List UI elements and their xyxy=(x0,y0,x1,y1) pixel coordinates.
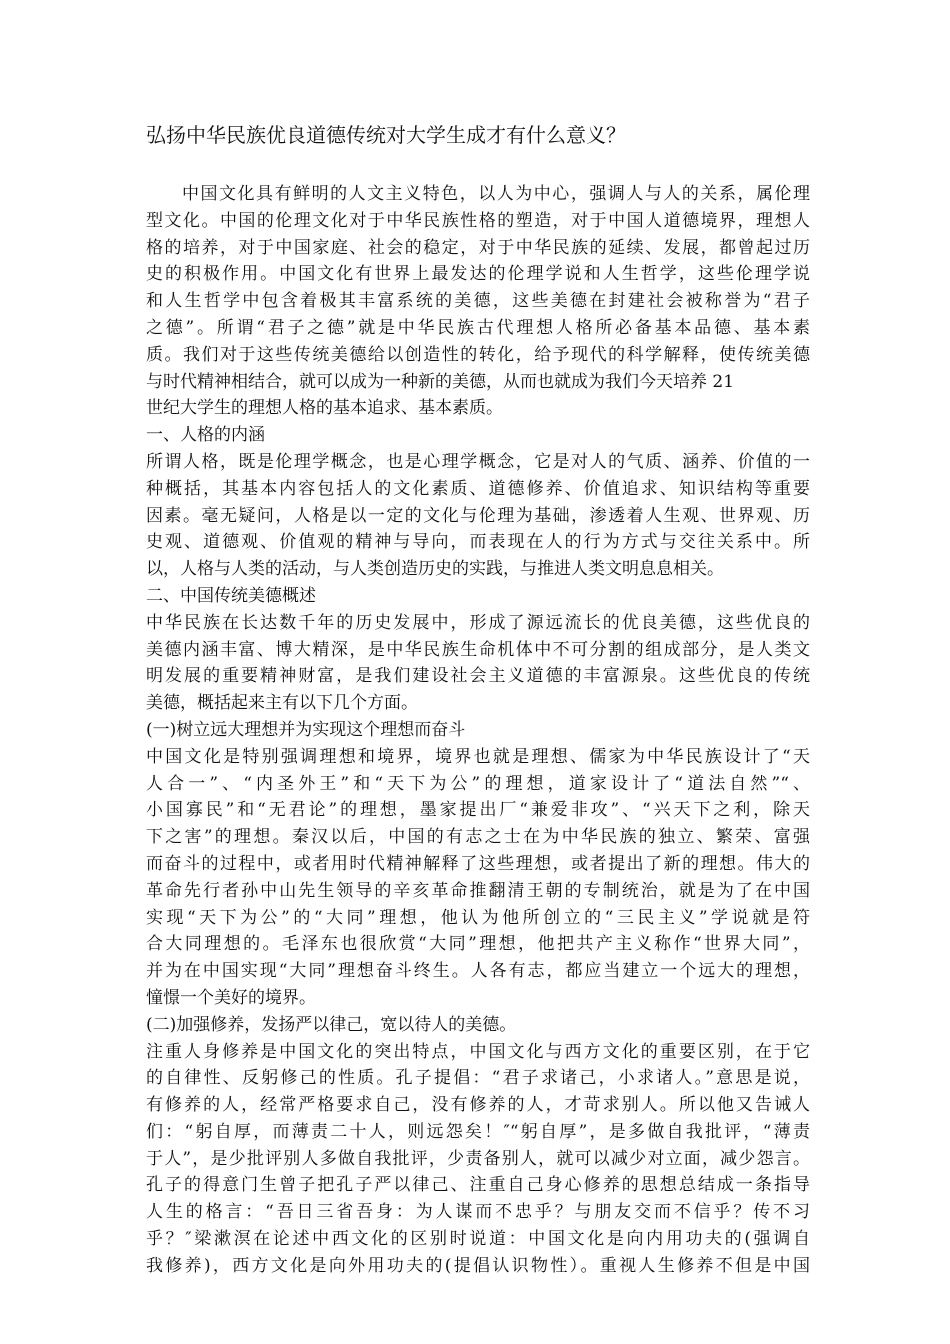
paragraph-line: 而奋斗的过程中，或者用时代精神解释了这些理想，或者提出了新的理想。伟大的 xyxy=(146,853,810,874)
paragraph-line: 憧憬一个美好的境界。 xyxy=(146,987,316,1008)
paragraph-line: 明发展的重要精神财富，是我们建设社会主义道德的丰富源泉。这些优良的传统 xyxy=(146,666,810,687)
paragraph-line: 世纪大学生的理想人格的基本追求、基本素质。 xyxy=(146,398,503,419)
paragraph-line: 我修养)，西方文化是向外用功夫的(提倡认识物性）。重视人生修养不但是中国 xyxy=(146,1255,810,1276)
paragraph-line: 革命先行者孙中山先生领导的辛亥革命推翻清王朝的专制统治，就是为了在中国 xyxy=(146,880,810,901)
paragraph-line: 中国文化是特别强调理想和境界，境界也就是理想、儒家为中华民族设计了“天 xyxy=(146,746,810,767)
paragraph-line: 的自律性、反躬修己的性质。孔子提倡：“君子求诸己，小求诸人。”意思是说， xyxy=(146,1068,810,1089)
paragraph-line: 以，人格与人类的活动，与人类创造历史的实践，与推进人类文明息息相关。 xyxy=(146,559,724,580)
paragraph-line: 与时代精神相结合，就可以成为一种新的美德，从而也就成为我们今天培养 21 xyxy=(146,371,735,392)
document-body xyxy=(146,181,810,1280)
paragraph-line: 们：“躬自厚，而薄责二十人，则远怨矣！″“躬自厚”，是多做自我批评，“薄责 xyxy=(146,1121,810,1142)
paragraph-line: 史的积极作用。中国文化有世界上最发达的伦理学说和人生哲学，这些伦理学说 xyxy=(146,264,810,285)
paragraph-line: 人合一”、“内圣外王”和“天下为公”的理想，道家设计了“道法自然”“、 xyxy=(146,773,810,794)
paragraph-line: 并为在中国实现“大同”理想奋斗终生。人各有志，都应当建立一个远大的理想， xyxy=(146,961,810,982)
paragraph-line: 质。我们对于这些传统美德给以创造性的转化，给予现代的科学解释，使传统美德 xyxy=(146,344,810,365)
paragraph-line: 下之害”的理想。秦汉以后，中国的有志之士在为中华民族的独立、繁荣、富强 xyxy=(146,827,810,848)
paragraph-line: 注重人身修养是中国文化的突出特点，中国文化与西方文化的重要区别，在于它 xyxy=(146,1041,810,1062)
paragraph-line: 和人生哲学中包含着极其丰富系统的美德，这些美德在封建社会被称誉为“君子 xyxy=(146,291,810,312)
paragraph-line: 人生的格言：“吾日三省吾身：为人谋而不忠乎？与朋友交而不信乎？传不习 xyxy=(146,1202,810,1223)
paragraph-line: 乎？″梁漱溟在论述中西文化的区别时说道：中国文化是向内用功夫的(强调自 xyxy=(146,1229,810,1250)
document-title: 弘扬中华民族优良道德传统对大学生成才有什么意义？ xyxy=(146,123,626,147)
paragraph-line: 实现“天下为公”的“大同”理想，他认为他所创立的“三民主义”学说就是符 xyxy=(146,907,810,928)
paragraph-line: 美德内涵丰富、博大精深，是中华民族生命机体中不可分割的组成部分，是人类文 xyxy=(146,639,810,660)
paragraph-line: 格的培养，对于中国家庭、社会的稳定，对于中华民族的延续、发展，都曾起过历 xyxy=(146,237,810,258)
paragraph-line: 于人”，是少批评别人多做自我批评，少责备别人，就可以减少对立面，减少怨言。 xyxy=(146,1148,810,1169)
paragraph-line: 之德”。所谓“君子之德”就是中华民族古代理想人格所必备基本品德、基本素 xyxy=(146,317,810,338)
paragraph-line: 中国文化具有鲜明的人文主义特色，以人为中心，强调人与人的关系，属伦理 xyxy=(182,184,810,204)
paragraph-line: 合大同理想的。毛泽东也很欣赏“大同”理想，他把共产主义称作“世界大同”， xyxy=(146,934,810,955)
paragraph-line: 型文化。中国的伦理文化对于中华民族性格的塑造，对于中国人道德境界，理想人 xyxy=(146,210,810,231)
subsection-heading: (一)树立远大理想并为实现这个理想而奋斗 xyxy=(146,719,466,740)
section-heading: 二、中国传统美德概述 xyxy=(146,585,316,606)
paragraph-line: 因素。毫无疑问，人格是以一定的文化与伦理为基础，渗透着人生观、世界观、历 xyxy=(146,505,810,526)
subsection-heading: (二)加强修养，发扬严以律己，宽以待人的美德。 xyxy=(146,1014,517,1035)
section-heading: 一、人格的内涵 xyxy=(146,425,265,446)
paragraph-line: 种概括，其基本内容包括人的文化素质、道德修养、价值追求、知识结构等重要 xyxy=(146,478,810,499)
paragraph-line: 有修养的人，经常严格要求自己，没有修养的人，才苛求别人。所以他又告诫人 xyxy=(146,1095,810,1116)
paragraph-line: 中华民族在长达数千年的历史发展中，形成了源远流长的优良美德，这些优良的 xyxy=(146,612,810,633)
paragraph-line: 小国寡民”和“无君论”的理想，墨家提出厂“兼爱非攻”、“兴天下之利，除天 xyxy=(146,800,810,821)
paragraph-line: 美德，概括起来主有以下几个方面。 xyxy=(146,693,418,714)
paragraph-line: 孔子的得意门生曾子把孔子严以律己、注重自己身心修养的思想总结成一条指导 xyxy=(146,1175,810,1196)
paragraph-line: 所谓人格，既是伦理学概念，也是心理学概念，它是对人的气质、涵养、价值的一 xyxy=(146,451,810,472)
paragraph-line: 史观、道德观、价值观的精神与导向，而表现在人的行为方式与交往关系中。所 xyxy=(146,532,810,553)
